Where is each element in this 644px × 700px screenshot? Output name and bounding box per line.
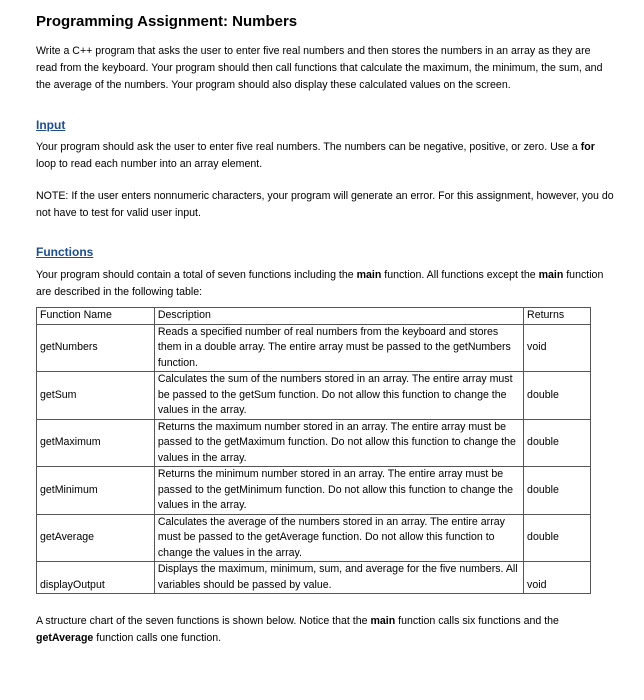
structure-bold-getaverage: getAverage — [36, 632, 94, 644]
cell-function-name: getAverage — [37, 514, 155, 562]
header-function-name: Function Name — [37, 308, 155, 325]
table-row — [37, 514, 591, 562]
cell-returns: double — [524, 467, 591, 515]
table-header-row — [37, 308, 591, 325]
cell-function-name: displayOutput — [37, 562, 155, 594]
functions-text-2: function. All functions except the — [381, 269, 539, 281]
page-title: Programming Assignment: Numbers — [36, 13, 298, 30]
intro-paragraph: Write a C++ program that asks the user to enter five real numbers and then stores the numbers in an array as they are read from the keyboard. Your program should then call functions that calculate the maximum, the minimum, the sum, and the average of the numbers. Your program should also display these calculated values on the screen. — [36, 45, 603, 91]
structure-bold-main: main — [370, 615, 396, 627]
cell-returns: void — [524, 324, 591, 372]
functions-heading: Functions — [36, 245, 94, 259]
functions-bold-main-2: main — [538, 269, 564, 281]
cell-description: Calculates the sum of the numbers stored in an array. The entire array must be passed to the getSum function. Do not allow this function to change the values in the array. — [154, 372, 523, 420]
cell-function-name: getMaximum — [37, 419, 155, 467]
structure-text-3: function calls one function. — [93, 632, 222, 644]
cell-description: Displays the maximum, minimum, sum, and average for the five numbers. All variables should be passed by value. — [154, 562, 523, 594]
note-paragraph: NOTE: If the user enters nonnumeric characters, your program will generate an error. For this assignment, however, you do not have to test for valid user input. — [36, 190, 614, 219]
cell-description: Calculates the average of the numbers stored in an array. The entire array must be passed to the getAverage function. Do not allow this function to change the values in the array. — [154, 514, 523, 562]
header-description: Description — [154, 308, 523, 325]
input-paragraph — [36, 139, 614, 173]
cell-description: Returns the maximum number stored in an array. The entire array must be passed to the getMaximum function. Do not allow this function to change the values in the array. — [154, 419, 523, 467]
input-heading: Input — [36, 118, 66, 132]
table-row — [37, 324, 591, 372]
cell-function-name: getSum — [37, 372, 155, 420]
functions-text-1: Your program should contain a total of seven functions including the — [36, 269, 357, 281]
structure-text-1: A structure chart of the seven functions is shown below. Notice that the — [36, 615, 371, 627]
functions-text-3: function are described in the following table: — [36, 269, 604, 298]
cell-returns: double — [524, 372, 591, 420]
input-text-1: Your program should ask the user to enter five real numbers. The numbers can be negative, positive, or zero. Use a — [36, 141, 581, 153]
table-row — [37, 419, 591, 467]
input-bold-for: for — [580, 141, 595, 153]
table-row — [37, 467, 591, 515]
functions-table — [36, 307, 591, 594]
table-row — [37, 372, 591, 420]
input-text-2: loop to read each number into an array element. — [36, 158, 263, 170]
cell-description: Reads a specified number of real numbers from the keyboard and stores them in a double array. The entire array must be passed to the getNumbers function. — [154, 324, 523, 372]
functions-bold-main-1: main — [356, 269, 382, 281]
cell-description: Returns the minimum number stored in an array. The entire array must be passed to the getMinimum function. Do not allow this function to change the values in the array. — [154, 467, 523, 515]
cell-function-name: getNumbers — [37, 324, 155, 372]
cell-function-name: getMinimum — [37, 467, 155, 515]
functions-paragraph — [36, 267, 614, 301]
cell-returns: double — [524, 514, 591, 562]
cell-returns: double — [524, 419, 591, 467]
header-returns: Returns — [524, 308, 591, 325]
structure-text-2: function calls six functions and the — [395, 615, 559, 627]
cell-returns: void — [524, 562, 591, 594]
structure-chart-paragraph — [36, 613, 614, 647]
table-row — [37, 562, 591, 594]
